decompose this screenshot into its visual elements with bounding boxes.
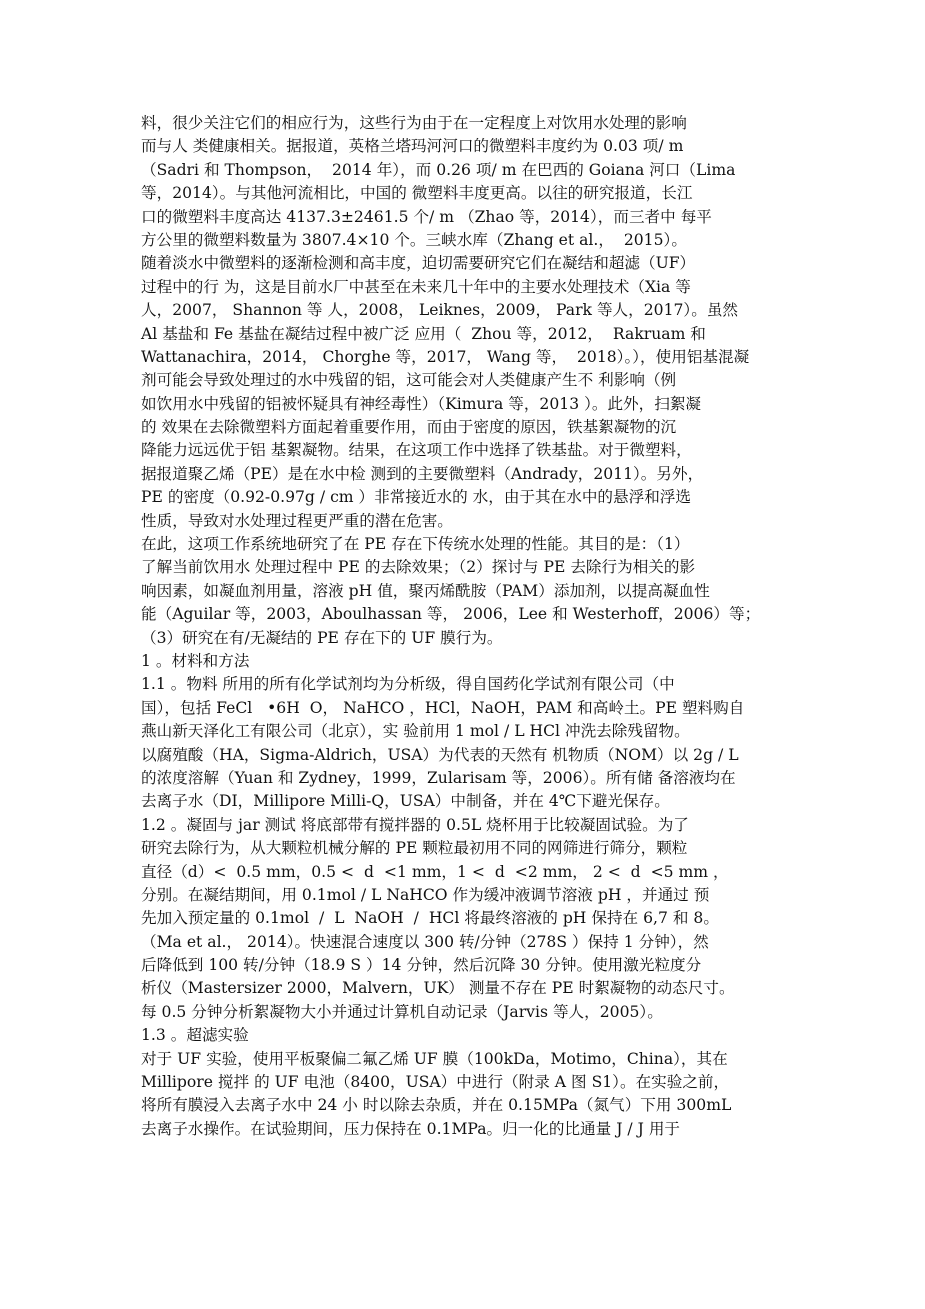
text-line: 1.2 。凝固与 jar 测试 将底部带有搅拌器的 0.5L 烧杯用于比较凝固试验。为了 (141, 815, 689, 834)
text-line: 方公里的微塑料数量为 3807.4×10 个。三峡水库（Zhang et al.， 2015）。 (141, 230, 687, 249)
text-line: 将所有膜浸入去离子水中 24 小 时以除去杂质，并在 0.15MPa（氮气）下用 300mL (141, 1096, 732, 1115)
text-line: 去离子水操作。在试验期间，压力保持在 0.1MPa。归一化的比通量 J / J 用于 (141, 1119, 681, 1138)
text-line: 据报道聚乙烯（PE）是在水中检 测到的主要微塑料（Andrady，2011）。另外， (141, 464, 704, 483)
text-line: 能（Aguilar 等，2003，Aboulhassan 等， 2006，Lee 和 Westerhoff，2006）等； (141, 605, 761, 624)
text-line: 剂可能会导致处理过的水中残留的铝，这可能会对人类健康产生不 利影响（例 (141, 371, 677, 390)
text-line: 如饮用水中残留的铝被怀疑具有神经毒性）（Kimura 等，2013 ）。此外，扫絮凝 (141, 394, 702, 413)
text-line: 析仪（Mastersizer 2000，Malvern，UK） 测量不存在 PE 时絮凝物的动态尺寸。 (141, 979, 735, 998)
text-line: 先加入预定量的 0.1mol / L NaOH / HCl 将最终溶液的 pH 保持在 6,7 和 8。 (141, 909, 719, 928)
text-line: 1 。材料和方法 (141, 651, 250, 670)
text-line: 国），包括 FeCl •6H O， NaHCO ，HCl，NaOH，PAM 和高岭土。PE 塑料购自 (141, 698, 745, 717)
text-line: 直径（d）< 0.5 mm，0.5 < d <1 mm，1 < d <2 mm， 2 < d <5 mm ， (141, 862, 729, 881)
text-line: Al 基盐和 Fe 基盐在凝结过程中被广泛 应用（ Zhou 等，2012， Rakruam 和 (141, 324, 706, 343)
text-line: 在此，这项工作系统地研究了在 PE 存在下传统水处理的性能。其目的是：（1） (141, 535, 690, 554)
text-line: 性质，导致对水处理过程更严重的潜在危害。 (141, 511, 453, 530)
text-line: 的 效果在去除微塑料方面起着重要作用，而由于密度的原因，铁基絮凝物的沉 (141, 418, 677, 437)
text-line: Millipore 搅拌 的 UF 电池（8400，USA）中进行（附录 A 图 S1）。在实验之前， (141, 1073, 730, 1092)
text-line: （Sadri 和 Thompson， 2014 年），而 0.26 项/ m 在巴西的 Goiana 河口（Lima (141, 160, 736, 179)
text-line: 降能力远远优于铝 基絮凝物。结果，在这项工作中选择了铁基盐。对于微塑料， (141, 441, 692, 460)
text-line: 研究去除行为，从大颗粒机械分解的 PE 颗粒最初用不同的网筛进行筛分，颗粒 (141, 839, 688, 858)
text-line: 1.1 。物料 所用的所有化学试剂均为分析级，得自国药化学试剂有限公司（中 (141, 675, 675, 694)
text-line: 响因素，如凝血剂用量，溶液 pH 值，聚丙烯酰胺（PAM）添加剂，以提高凝血性 (141, 581, 710, 600)
text-line: Wattanachira，2014， Chorghe 等，2017， Wang 等， 2018）。），使用铝基混凝 (141, 347, 750, 366)
text-line: （3）研究在有/无凝结的 PE 存在下的 UF 膜行为。 (141, 628, 503, 647)
text-line: 了解当前饮用水 处理过程中 PE 的去除效果；（2）探讨与 PE 去除行为相关的影 (141, 558, 696, 577)
text-line: PE 的密度（0.92-0.97g / cm ）非常接近水的 水，由于其在水中的悬浮和浮选 (141, 488, 691, 507)
text-line: 等，2014）。与其他河流相比，中国的 微塑料丰度更高。以往的研究报道，长江 (141, 184, 693, 203)
text-line: 口的微塑料丰度高达 4137.3±2461.5 个/ m （Zhao 等，2014），而三者中 每平 (141, 207, 712, 226)
text-line: 随着淡水中微塑料的逐渐检测和高丰度，迫切需要研究它们在凝结和超滤（UF） (141, 254, 696, 273)
text-line: 料，很少关注它们的相应行为，这些行为由于在一定程度上对饮用水处理的影响 (141, 114, 687, 132)
text-line: 去离子水（DI，Millipore Milli-Q，USA）中制备，并在 4℃下避光保存。 (141, 792, 670, 811)
text-line: 燕山新天泽化工有限公司（北京），实 验前用 1 mol / L HCl 冲洗去除残留物。 (141, 722, 690, 741)
text-line: 而与人 类健康相关。据报道，英格兰塔玛河河口的微塑料丰度约为 0.03 项/ m (141, 137, 684, 156)
text-line: 分别。在凝结期间，用 0.1mol / L NaHCO 作为缓冲液调节溶液 pH ，并通过 预 (141, 885, 710, 904)
text-line: 后降低到 100 转/分钟（18.9 S ）14 分钟，然后沉降 30 分钟。使用激光粒度分 (141, 956, 702, 975)
text-line: 每 0.5 分钟分析絮凝物大小并通过计算机自动记录（Jarvis 等人，2005）。 (141, 1002, 663, 1021)
text-line: 过程中的行 为，这是目前水厂中甚至在未来几十年中的主要水处理技术（Xia 等 (141, 277, 691, 296)
text-line: 以腐殖酸（HA，Sigma-Aldrich，USA）为代表的天然有 机物质（NOM）以 2g / L (141, 745, 739, 764)
document-page (141, 112, 791, 1141)
text-line: （Ma et al.， 2014）。快速混合速度以 300 转/分钟（278S ）保持 1 分钟），然 (141, 932, 709, 951)
text-line: 对于 UF 实验，使用平板聚偏二氟乙烯 UF 膜（100kDa，Motimo，China），其在 (141, 1049, 728, 1068)
text-line: 人，2007， Shannon 等 人，2008， Leiknes，2009， Park 等人，2017）。虽然 (141, 301, 739, 320)
text-line: 1.3 。超滤实验 (141, 1026, 249, 1045)
text-line: 的浓度溶解（Yuan 和 Zydney，1999，Zularisam 等，2006）。所有储 备溶液均在 (141, 768, 736, 787)
